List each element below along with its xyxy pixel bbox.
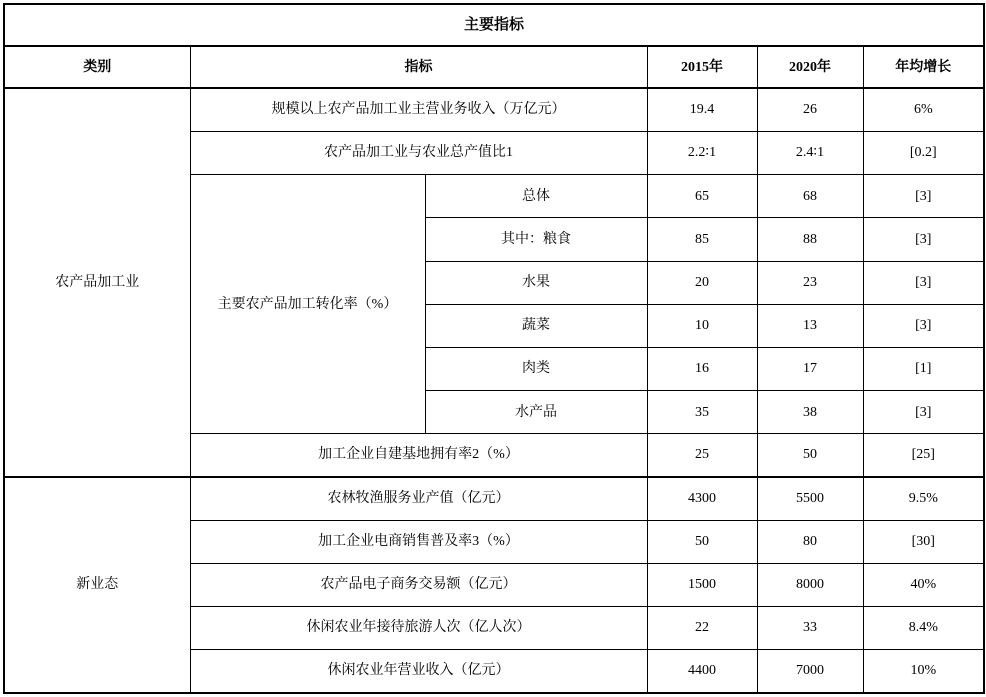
cell-indicator: 休闲农业年接待旅游人次（亿人次） [190,607,647,650]
cell-growth: 6% [863,88,984,131]
indicators-table [3,3,985,694]
cell-indicator: 加工企业自建基地拥有率2（%） [190,434,647,477]
cell-sub-indicator: 水果 [425,261,647,304]
cell-2015: 22 [647,607,757,650]
cell-2020: 38 [757,391,863,434]
cell-2020: 68 [757,175,863,218]
cell-2020: 80 [757,520,863,563]
cell-sub-indicator: 其中：粮食 [425,218,647,261]
cell-growth: [3] [863,304,984,347]
cell-2015: 35 [647,391,757,434]
cell-growth: [3] [863,261,984,304]
header-2020: 2020年 [757,46,863,88]
cell-indicator: 农林牧渔服务业产值（亿元） [190,477,647,520]
cell-growth: [0.2] [863,132,984,175]
table-row [4,4,984,46]
cell-2015: 2.2∶1 [647,132,757,175]
category-processing: 农产品加工业 [4,88,190,477]
cell-2020: 2.4∶1 [757,132,863,175]
cell-conversion-group: 主要农产品加工转化率（%） [190,175,425,434]
cell-2015: 10 [647,304,757,347]
cell-growth: 40% [863,563,984,606]
header-growth: 年均增长 [863,46,984,88]
cell-2015: 19.4 [647,88,757,131]
header-category: 类别 [4,46,190,88]
cell-2015: 4300 [647,477,757,520]
cell-sub-indicator: 肉类 [425,347,647,390]
cell-2020: 7000 [757,650,863,693]
cell-indicator: 规模以上农产品加工业主营业务收入（万亿元） [190,88,647,131]
cell-2015: 50 [647,520,757,563]
cell-growth: 8.4% [863,607,984,650]
cell-growth: [1] [863,347,984,390]
cell-2015: 85 [647,218,757,261]
cell-2020: 33 [757,607,863,650]
header-indicator: 指标 [190,46,647,88]
cell-growth: [30] [863,520,984,563]
table-row [4,88,984,131]
cell-2020: 88 [757,218,863,261]
cell-2015: 16 [647,347,757,390]
cell-growth: [25] [863,434,984,477]
cell-2015: 65 [647,175,757,218]
cell-2015: 1500 [647,563,757,606]
cell-growth: 10% [863,650,984,693]
cell-2020: 13 [757,304,863,347]
table-row [4,477,984,520]
cell-2015: 25 [647,434,757,477]
cell-growth: [3] [863,218,984,261]
cell-indicator: 休闲农业年营业收入（亿元） [190,650,647,693]
table-title: 主要指标 [4,4,984,46]
cell-2015: 20 [647,261,757,304]
cell-growth: [3] [863,175,984,218]
cell-growth: 9.5% [863,477,984,520]
cell-growth: [3] [863,391,984,434]
cell-sub-indicator: 水产品 [425,391,647,434]
cell-2020: 26 [757,88,863,131]
cell-indicator: 加工企业电商销售普及率3（%） [190,520,647,563]
cell-sub-indicator: 蔬菜 [425,304,647,347]
header-2015: 2015年 [647,46,757,88]
cell-indicator: 农产品电子商务交易额（亿元） [190,563,647,606]
cell-2020: 23 [757,261,863,304]
cell-2020: 50 [757,434,863,477]
cell-sub-indicator: 总体 [425,175,647,218]
cell-2020: 8000 [757,563,863,606]
category-new-business: 新业态 [4,477,190,693]
cell-2015: 4400 [647,650,757,693]
cell-2020: 17 [757,347,863,390]
cell-indicator: 农产品加工业与农业总产值比1 [190,132,647,175]
cell-2020: 5500 [757,477,863,520]
table-row [4,46,984,88]
